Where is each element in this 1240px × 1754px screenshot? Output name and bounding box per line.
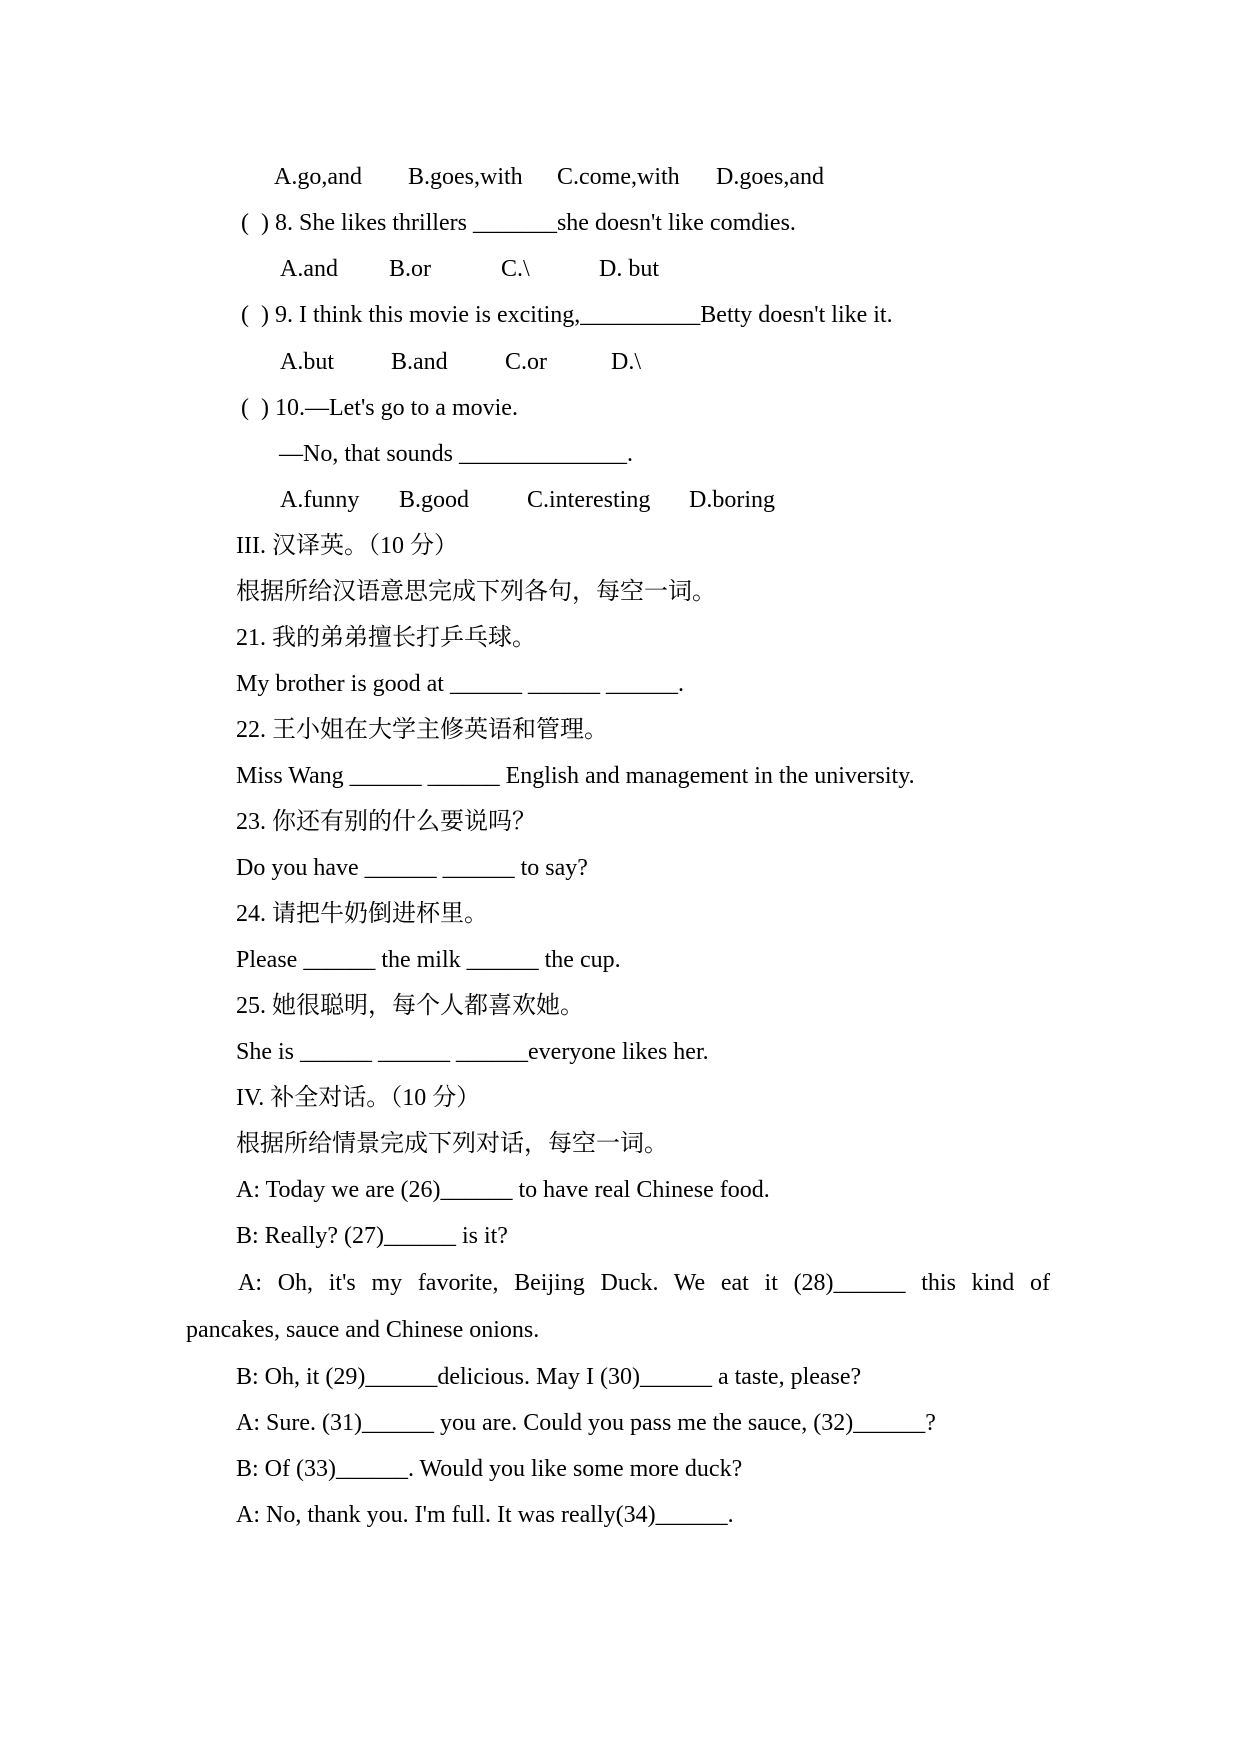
item22-english: Miss Wang ______ ______ English and management in the university. <box>236 763 915 789</box>
item25-chinese: 25. 她很聪明，每个人都喜欢她。 <box>236 993 584 1019</box>
dialogue-line-27: B: Really? (27)______ is it? <box>236 1223 508 1249</box>
item21-chinese: 21. 我的弟弟擅长打乒乓球。 <box>236 625 536 651</box>
dialogue-line-28-continued: pancakes, sauce and Chinese onions. <box>186 1317 540 1343</box>
q10-reply: —No, that sounds ______________. <box>279 441 633 467</box>
q7-option-a: A.go,and <box>274 164 362 190</box>
dialogue-line-28: A: Oh, it's my favorite, Beijing Duck. We eat it (28)______ this kind of <box>238 1270 1050 1296</box>
dialogue-line-34: A: No, thank you. I'm full. It was really(34)______. <box>236 1502 734 1528</box>
q8-stem: ( ) 8. She likes thrillers _______she doesn't like comdies. <box>241 210 796 236</box>
item22-chinese: 22. 王小姐在大学主修英语和管理。 <box>236 717 608 743</box>
item25-english: She is ______ ______ ______everyone likes her. <box>236 1039 709 1065</box>
dialogue-line-29-30: B: Oh, it (29)______delicious. May I (30)______ a taste, please? <box>236 1364 862 1390</box>
dialogue-line-33: B: Of (33)______. Would you like some more duck? <box>236 1456 743 1482</box>
q10-option-b: B.good <box>399 487 470 513</box>
q8-option-a: A.and <box>280 256 338 282</box>
q8-option-c: C.\ <box>501 256 530 282</box>
q7-option-b: B.goes,with <box>408 164 523 190</box>
section4-instruction: 根据所给情景完成下列对话，每空一词。 <box>236 1131 668 1157</box>
q10-option-a: A.funny <box>280 487 360 513</box>
q8-option-b: B.or <box>389 256 431 282</box>
item21-english: My brother is good at ______ ______ ______. <box>236 671 684 697</box>
q9-option-a: A.but <box>280 349 334 375</box>
q10-option-d: D.boring <box>689 487 775 513</box>
section4-heading: IV. 补全对话。（10 分） <box>236 1085 481 1111</box>
q9-option-d: D.\ <box>611 349 641 375</box>
dialogue-line-26: A: Today we are (26)______ to have real Chinese food. <box>236 1177 770 1203</box>
q9-option-c: C.or <box>505 349 547 375</box>
q7-option-d: D.goes,and <box>716 164 824 190</box>
q10-option-c: C.interesting <box>527 487 651 513</box>
item24-chinese: 24. 请把牛奶倒进杯里。 <box>236 901 488 927</box>
item23-chinese: 23. 你还有别的什么要说吗？ <box>236 809 536 835</box>
item24-english: Please ______ the milk ______ the cup. <box>236 947 621 973</box>
q7-option-c: C.come,with <box>557 164 680 190</box>
q10-stem: ( ) 10.—Let's go to a movie. <box>241 395 518 421</box>
q9-option-b: B.and <box>391 349 448 375</box>
item23-english: Do you have ______ ______ to say? <box>236 855 588 881</box>
section3-instruction: 根据所给汉语意思完成下列各句，每空一词。 <box>236 579 716 605</box>
q9-stem: ( ) 9. I think this movie is exciting,__________Betty doesn't like it. <box>241 302 893 328</box>
dialogue-line-31-32: A: Sure. (31)______ you are. Could you pass me the sauce, (32)______? <box>236 1410 936 1436</box>
section3-heading: III. 汉译英。（10 分） <box>236 533 458 559</box>
q8-option-d: D. but <box>599 256 659 282</box>
